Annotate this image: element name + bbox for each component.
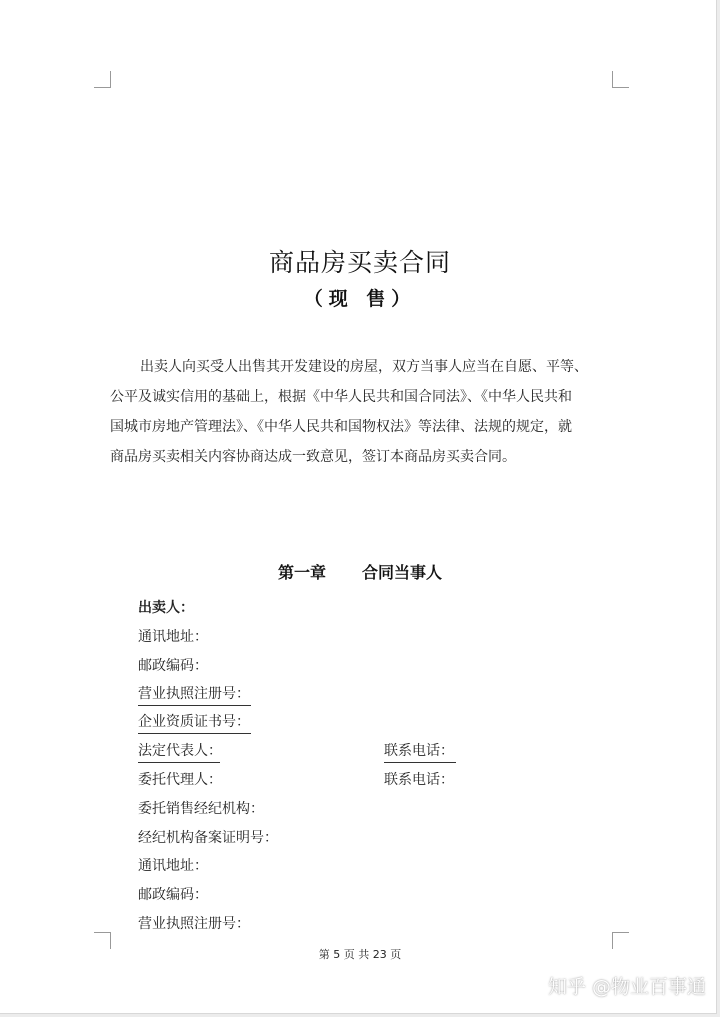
preamble-line: 公平及诚实信用的基础上，根据《中华人民共和国合同法》、《中华人民共和: [110, 389, 572, 405]
sales-agency-label: 委托销售经纪机构：: [138, 801, 264, 817]
contact-phone-label-2: 联系电话：: [384, 772, 454, 788]
preamble-line: 国城市房地产管理法》、《中华人民共和国物权法》等法律、法规的规定，就: [110, 419, 572, 435]
crop-mark-top-left: [94, 71, 111, 88]
page-number-footer: 第 5 页 共 23 页: [318, 948, 402, 961]
legal-representative-label: 法定代表人：: [138, 740, 220, 763]
preamble-paragraph: [110, 352, 610, 472]
document-subtitle: （现 售）: [303, 288, 417, 310]
qualification-number-label: 企业资质证书号：: [138, 711, 251, 734]
address-label: 通讯地址：: [138, 629, 208, 645]
contact-phone-label: 联系电话：: [384, 740, 456, 763]
preamble-line: 商品房买卖相关内容协商达成一致意见，签订本商品房买卖合同。: [110, 449, 516, 465]
seller-label: 出卖人：: [138, 600, 194, 616]
document-title: 商品房买卖合同: [268, 248, 451, 277]
postcode-label-2: 邮政编码：: [138, 887, 208, 903]
license-number-label-2: 营业执照注册号：: [138, 916, 250, 932]
preamble-line: 出卖人向买受人出售其开发建设的房屋，双方当事人应当在自愿、平等、: [140, 359, 588, 375]
agent-label: 委托代理人：: [138, 772, 222, 788]
license-number-label: 营业执照注册号：: [138, 683, 251, 706]
chapter-heading: [0, 560, 720, 583]
postcode-label: 邮政编码：: [138, 658, 208, 674]
agency-record-number-label: 经纪机构备案证明号：: [138, 830, 278, 846]
chapter-number: 第一章: [277, 563, 326, 582]
watermark: 知乎 @物业百事通: [547, 976, 706, 998]
crop-mark-top-right: [612, 71, 629, 88]
chapter-name: 合同当事人: [362, 563, 443, 582]
address-label-2: 通讯地址：: [138, 858, 208, 874]
